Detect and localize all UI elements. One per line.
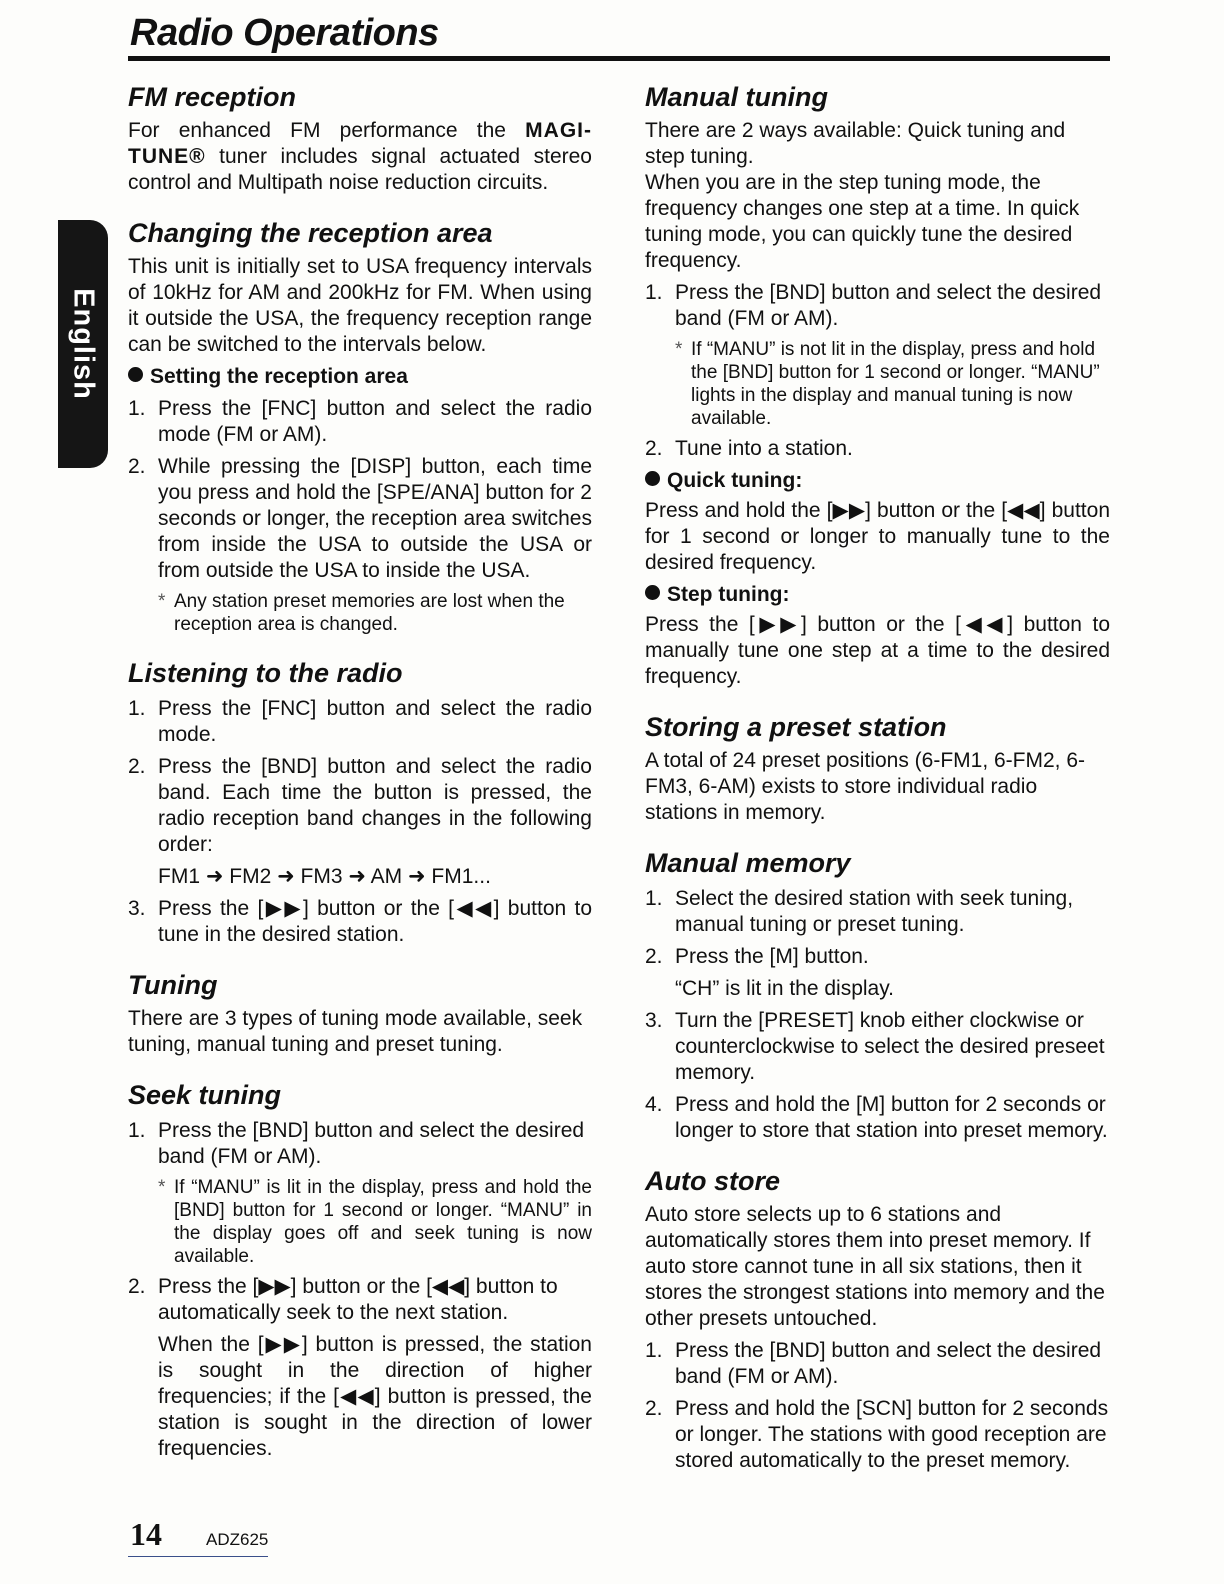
quick-tuning-text: Press and hold the [▶▶] button or the [◀◀] button for 1 second or longer to manually tune to the desired frequency. xyxy=(645,499,1110,574)
list-item: 2. Press the [M] button. xyxy=(645,945,869,968)
section-heading-manual-memory: Manual memory xyxy=(645,848,851,878)
list-item: 4. Press and hold the [M] button for 2 seconds or longer to store that station into preset memory. xyxy=(645,1093,1108,1142)
list-item: 3. Turn the [PRESET] knob either clockwise or counterclockwise to select the desired preseet memory. xyxy=(645,1009,1105,1084)
list-item: 2. Press the [▶▶] button or the [◀◀] button to automatically seek to the next station. xyxy=(128,1275,558,1324)
section-heading-auto-store: Auto store xyxy=(645,1166,780,1196)
subheading-step-tuning: Step tuning: xyxy=(645,582,1110,608)
language-tab xyxy=(58,220,108,468)
left-column xyxy=(128,80,592,1462)
list-item: 3. Press the [▶▶] button or the [◀◀] button to tune in the desired station. xyxy=(128,897,592,946)
section-heading-fm-reception: FM reception xyxy=(128,82,297,112)
manual-tuning-text: There are 2 ways available: Quick tuning and step tuning. xyxy=(645,119,1066,168)
page-title: Radio Operations xyxy=(130,12,439,54)
list-item: 1. Press the [BND] button and select the desired band (FM or AM). xyxy=(645,281,1102,330)
bullet-icon xyxy=(645,471,660,486)
list-item: 2. Press and hold the [SCN] button for 2 seconds or longer. The stations with good reception are stored automatically to the preset memory. xyxy=(645,1397,1109,1472)
manual-tuning-text-2: When you are in the step tuning mode, the frequency changes one step at a time. In quick tuning mode, you can quickly tune the desired frequency. xyxy=(645,171,1080,272)
title-rule xyxy=(128,56,1110,61)
note: * Any station preset memories are lost when the reception area is changed. xyxy=(158,591,565,635)
list-item: 1. Press the [FNC] button and select the radio mode (FM or AM). xyxy=(128,397,592,446)
section-heading-tuning: Tuning xyxy=(128,970,218,1000)
section-heading-reception-area: Changing the reception area xyxy=(128,218,493,248)
bullet-icon xyxy=(645,585,660,600)
tuning-text: There are 3 types of tuning mode available, seek tuning, manual tuning and preset tuning. xyxy=(128,1007,583,1056)
footer-rule xyxy=(128,1556,268,1557)
note: * If “MANU” is lit in the display, press and hold the [BND] button for 1 second or longer. “MANU” in the display goes off and seek tuning is now available. xyxy=(158,1177,592,1267)
model-number: ADZ625 xyxy=(206,1530,269,1549)
list-item: 1. Press the [BND] button and select the desired band (FM or AM). xyxy=(128,1119,585,1168)
section-heading-seek-tuning: Seek tuning xyxy=(128,1080,282,1110)
bullet-icon xyxy=(128,367,143,382)
auto-store-text: Auto store selects up to 6 stations and automatically stores them into preset memory. If auto store cannot tune in all six stations, then it stores the strongest stations into memory and the other presets untouched. xyxy=(645,1203,1105,1330)
list-item: 1. Press the [BND] button and select the desired band (FM or AM). xyxy=(645,1339,1102,1388)
fm-reception-text: For enhanced FM performance the MAGI-TUNE® tuner includes signal actuated stereo control and Multipath noise reduction circuits. xyxy=(128,119,592,194)
list-item: 1. Press the [FNC] button and select the radio mode. xyxy=(128,697,592,746)
list-item: 2. While pressing the [DISP] button, each time you press and hold the [SPE/ANA] button for 2 seconds or longer, the reception area switches from inside the USA to outside the USA or from outside the USA to inside the USA. xyxy=(128,455,592,582)
subheading-quick-tuning: Quick tuning: xyxy=(645,468,1110,494)
asterisk-icon: * xyxy=(158,1177,166,1198)
section-heading-storing-preset: Storing a preset station xyxy=(645,712,947,742)
step-tuning-text: Press the [▶▶] button or the [◀◀] button to manually tune one step at a time to the desired frequency. xyxy=(645,613,1110,688)
ch-indicator-text: “CH” is lit in the display. xyxy=(675,977,895,1000)
magi-tune-logo: MAGI-TUNE® xyxy=(128,119,592,168)
asterisk-icon: * xyxy=(675,339,683,360)
section-heading-manual-tuning: Manual tuning xyxy=(645,82,828,112)
subheading-setting-area: Setting the reception area xyxy=(128,364,592,390)
page-number: 14 xyxy=(130,1516,162,1552)
band-order: FM1 ➜ FM2 ➜ FM3 ➜ AM ➜ FM1... xyxy=(158,865,491,888)
storing-preset-text: A total of 24 preset positions (6-FM1, 6-FM2, 6-FM3, 6-AM) exists to store individual radio stations in memory. xyxy=(645,749,1086,824)
reception-area-text: This unit is initially set to USA frequency intervals of 10kHz for AM and 200kHz for FM. When using it outside the USA, the frequency reception range can be switched to the intervals below. xyxy=(128,255,592,356)
seek-direction-text: When the [▶▶] button is pressed, the station is sought in the direction of higher frequencies; if the [◀◀] button is pressed, the station is sought in the direction of lower frequencies. xyxy=(158,1333,592,1460)
list-item: 1. Select the desired station with seek tuning, manual tuning or preset tuning. xyxy=(645,887,1074,936)
asterisk-icon: * xyxy=(158,591,166,612)
right-column xyxy=(645,80,1110,1474)
language-tab-label: English xyxy=(67,288,100,400)
section-heading-listening: Listening to the radio xyxy=(128,658,403,688)
list-item: 2. Tune into a station. xyxy=(645,437,853,460)
list-item: 2. Press the [BND] button and select the radio band. Each time the button is pressed, the radio reception band changes in the following order: xyxy=(128,755,592,856)
note: * If “MANU” is not lit in the display, press and hold the [BND] button for 1 second or longer. “MANU” lights in the display and manual tuning is now available. xyxy=(675,339,1100,429)
